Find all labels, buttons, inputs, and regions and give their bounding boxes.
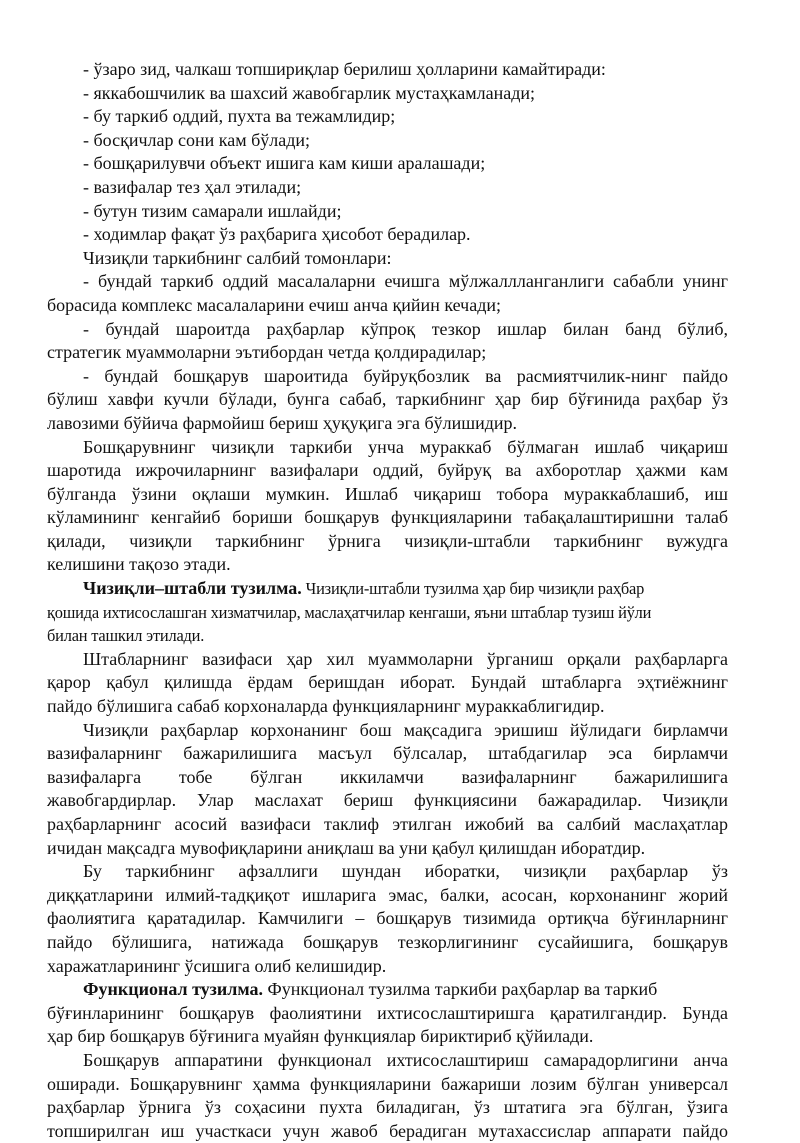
paragraph-line: вазифаларнинг бажарилишига масъул бўлсалар, штабдагилар эса бирламчи <box>47 743 728 764</box>
paragraph-line: жавобгардирлар. Улар маслахат бериш функциясини бажарадилар. Чизиқли <box>47 790 728 811</box>
list-item: - вазифалар тез ҳал этилади; <box>83 176 302 197</box>
paragraph-line <box>47 577 728 601</box>
paragraph-line: билан ташкил этилади. <box>47 626 205 646</box>
paragraph-line: бўлиш хавфи кучли бўлади, бунга сабаб, таркибнинг ҳар бир бўғинида раҳбар ўз <box>47 389 728 410</box>
paragraph-line: пайдо бўлишига, натижада бошқарув тезкорлигининг сусайишига, бошқарув <box>47 931 728 952</box>
paragraph-line: - бундай таркиб оддий масалаларни ечишга мўлжаллланганлиги сабабли унинг <box>83 271 728 292</box>
paragraph-line: - бундай шароитда раҳбарлар кўпроқ тезкор ишлар билан банд бўлиб, <box>83 318 728 339</box>
paragraph-line: Бу таркибнинг афзаллиги шундан иборатки, чизиқли раҳбарлар ўз <box>83 861 728 882</box>
paragraph-line: бўлганда ўзини оқлаши мумкин. Ишлаб чиқариш тобора мураккаблашиб, иш <box>47 483 728 504</box>
paragraph-line: стратегик муаммоларни эътибордан четда қолдирадилар; <box>47 342 487 363</box>
paragraph-line: лавозими бўйича фармойиш бериш ҳуқуқига эга бўлишидир. <box>47 412 518 433</box>
list-item: - ходимлар фақат ўз раҳбарига ҳисобот берадилар. <box>83 224 471 245</box>
paragraph-line: - бундай бошқарув шароитида буйруқбозлик ва расмиятчилик-нинг пайдо <box>83 365 728 386</box>
paragraph-line: келишини тақозо этади. <box>47 554 231 575</box>
paragraph-line: қарор қабул қилишда ёрдам беришдан иборат. Бундай штабларга эҳтиёжнинг <box>47 672 728 693</box>
paragraph-line: Бошқарувнинг чизиқли таркиби унча мураккаб бўлмаган ишлаб чиқариш <box>83 436 728 457</box>
paragraph-line: Чизиқли раҳбарлар корхонанинг бош мақсадига эришиш йўлидаги бирламчи <box>83 719 728 740</box>
paragraph-line: фаолиятига қаратадилар. Камчилиги – бошқарув тизимида ортиқча бўғинларнинг <box>47 908 728 929</box>
paragraph-line: пайдо бўлишига сабаб корхоналарда функцияларнинг мураккаблигидир. <box>47 696 605 717</box>
paragraph-line: бўғинларининг бошқарув фаолиятини ихтисослаштиришга қаратилгандир. Бунда <box>47 1002 728 1023</box>
section-title: Чизиқли–штабли тузилма. <box>83 578 302 599</box>
list-item: - бошқарилувчи объект ишига кам киши аралашади; <box>83 153 486 174</box>
paragraph-text: Функционал тузилма таркиби раҳбарлар ва таркиб <box>263 979 658 1000</box>
paragraph-line: қошида ихтисослашган хизматчилар, маслаҳатчилар кенгаши, яъни штаблар тузиш йўли <box>47 602 652 622</box>
paragraph-line: вазифаларга тобе бўлган иккиламчи вазифаларнинг бажарилишига <box>47 766 728 787</box>
list-item: - яккабошчилик ва шахсий жавобгарлик мустаҳкамланади; <box>83 82 536 103</box>
paragraph-line: раҳбарларнинг асосий вазифаси таклиф этилган ижобий ва салбий маслаҳатлар <box>47 814 728 834</box>
section-heading: Чизиқли таркибнинг салбий томонлари: <box>83 247 392 268</box>
paragraph-line: шаротида ижрочиларнинг вазифалари оддий, буйруқ ва ахборотлар ҳажми кам <box>47 460 728 481</box>
paragraph-line: топширилган иш участкаси учун жавоб берадиган мутахассислар аппарати пайдо <box>47 1120 728 1141</box>
paragraph-line: кўламининг кенгайиб бориши бошқарув функцияларини табақалаштиришни талаб <box>47 507 728 528</box>
paragraph-text: Чизиқли-штабли тузилма ҳар бир чизиқли раҳбар <box>301 579 645 599</box>
list-item: - бу таркиб оддий, пухта ва тежамлидир; <box>83 106 396 127</box>
paragraph-line: раҳбарлар ўрнига ўз соҳасини пухта биладиган, ўз штатига эга бўлган, ўзига <box>47 1097 728 1118</box>
list-item: - бутун тизим самарали ишлайди; <box>83 200 342 221</box>
paragraph-line: қилади, чизиқли таркибнинг ўрнига чизиқли-штабли таркибнинг вужудга <box>47 530 728 551</box>
paragraph-line: Бошқарув аппаратини функционал ихтисослаштириш самарадорлигини анча <box>83 1049 728 1070</box>
paragraph-line: харажатларининг ўсишига олиб келишидир. <box>47 955 387 976</box>
paragraph-line: ичидан мақсадга мувофиқларини аниқлаш ва уни қабул қилишдан иборатдир. <box>47 837 646 858</box>
list-item: - босқичлар сони кам бўлади; <box>83 129 311 150</box>
paragraph-line: ҳар бир бошқарув бўғинига муайян функциялар бириктириб қўйилади. <box>47 1026 594 1047</box>
paragraph-line: борасида комплекс масалаларини ечиш анча қийин кечади; <box>47 294 501 315</box>
paragraph-line: диққатларини илмий-тадқиқот ишларига эмас, балки, асосан, корхонанинг жорий <box>47 884 728 905</box>
paragraph-line <box>47 978 728 1002</box>
section-title: Функционал тузилма. <box>83 979 264 1000</box>
paragraph-line: оширади. Бошқарувнинг ҳамма функцияларини бажариши лозим бўлган универсал <box>47 1073 728 1094</box>
list-item: - ўзаро зид, чалкаш топшириқлар берилиш ҳолларини камайтиради: <box>83 59 606 79</box>
paragraph-line: Штабларнинг вазифаси ҳар хил муаммоларни ўрганиш орқали раҳбарларга <box>83 648 728 669</box>
